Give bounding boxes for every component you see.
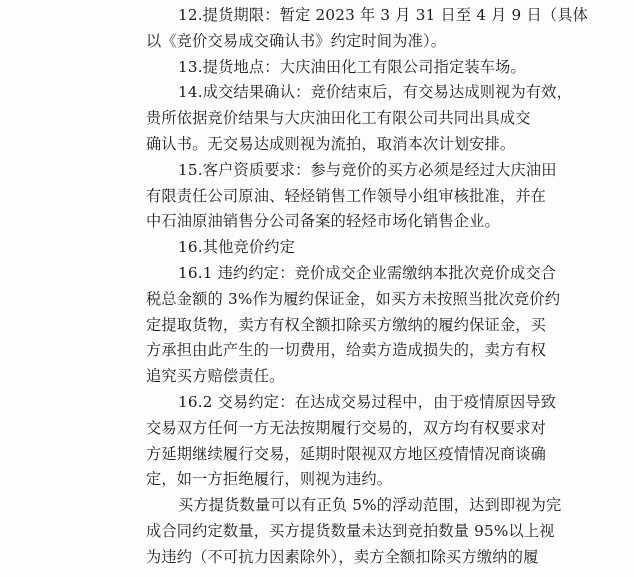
text-line-6: 确认书。无交易达成则视为流拍，取消本次计划安排。 [146,135,516,153]
text-line-10: 16.其他竞价约定 [178,238,296,257]
text-line-3: 13.提货地点：大庆油田化工有限公司指定装车场。 [178,57,526,76]
text-line-19: 定，如一方拒绝履行，则视为违约。 [146,470,393,489]
text-line-2: 以《竞价交易成交确认书》约定时间为准）。 [146,31,447,50]
text-line-1: 12.提货期限：暂定 2023 年 3 月 31 日至 4 月 9 日（具体 [178,6,588,24]
text-line-9: 中石油原油销售分公司备案的轻烃市场化销售企业。 [146,212,500,231]
text-line-4: 14.成交结果确认：竞价结束后，有交易达成则视为有效， [178,83,573,102]
text-line-12: 税总金额的 3%作为履约保证金，如买方未按照当批次竞价约 [146,289,561,308]
text-line-21: 成合同约定数量，买方提货数量未达到竞拍数量 95%以上视 [146,522,555,540]
text-line-5: 贵所依据竞价结果与大庆油田化工有限公司共同出具成交 [146,109,531,128]
text-line-18: 方延期继续履行交易，延期时限视双方地区疫情情况商谈确 [146,444,547,463]
text-line-15: 追究买方赔偿责任。 [146,367,285,386]
text-line-13: 定提取货物，卖方有权全额扣除买方缴纳的履约保证金，买 [146,315,547,334]
text-line-7: 15.客户资质要求：参与竞价的买方必须是经过大庆油田 [178,160,557,179]
text-line-22: 为违约（不可抗力因素除外），卖方全额扣除买方缴纳的履 [146,547,539,566]
text-line-8: 有限责任公司原油、轻烃销售工作领导小组审核批准，并在 [146,186,547,205]
text-line-20: 买方提货数量可以有正负 5%的浮动范围，达到即视为完 [178,496,562,515]
text-line-14: 方承担由此产生的一切费用，给卖方造成损失的，卖方有权 [146,341,547,360]
text-line-17: 交易双方任何一方无法按期履行交易的，双方均有权要求对 [146,418,547,437]
text-line-11: 16.1 违约约定：竞价成交企业需缴纳本批次竞价成交合 [178,264,557,282]
text-line-16: 16.2 交易约定：在达成交易过程中，由于疫情原因导致 [178,393,557,411]
